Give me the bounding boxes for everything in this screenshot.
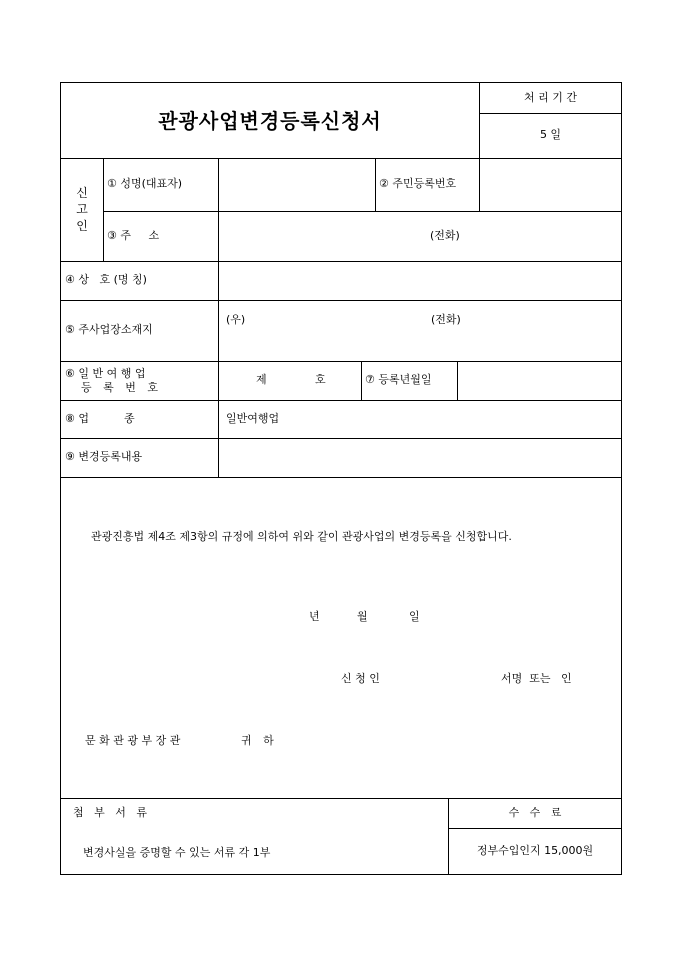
date-day-label: 일 bbox=[409, 609, 420, 623]
addressee: 문 화 관 광 부 장 관 bbox=[85, 733, 181, 747]
trade-name-label: ④ 상 호 (명 칭) bbox=[65, 273, 147, 287]
applicant-group-char: 고 bbox=[76, 202, 88, 217]
resident-reg-no-field[interactable] bbox=[479, 158, 622, 211]
applicant-group-char: 신 bbox=[76, 186, 88, 201]
honorific: 귀 하 bbox=[241, 733, 278, 747]
date-year-label: 년 bbox=[309, 609, 320, 623]
registration-date-field[interactable] bbox=[457, 361, 622, 400]
processing-period-value: 5 일 bbox=[539, 128, 562, 142]
date-month-label: 월 bbox=[357, 609, 368, 623]
fee-value: 정부수입인지 15,000원 bbox=[476, 844, 594, 858]
applicant-signature-label: 신 청 인 bbox=[341, 671, 380, 685]
registration-no-label-line2: 등 록 번 호 bbox=[81, 380, 162, 394]
applicant-group-label bbox=[61, 158, 103, 261]
industry-value[interactable]: 일반여행업 bbox=[226, 411, 280, 425]
resident-reg-no-label: ② 주민등록번호 bbox=[379, 177, 457, 191]
trade-name-field[interactable] bbox=[218, 261, 622, 300]
registration-date-label: ⑦ 등록년월일 bbox=[365, 373, 432, 387]
registration-no-label-line1: ⑥ 일 반 여 행 업 bbox=[65, 366, 146, 380]
declaration-text: 관광진흥법 제4조 제3항의 규정에 의하여 위와 같이 관광사업의 변경등록을 신청합니다. bbox=[91, 530, 512, 543]
address-label: ③ 주 소 bbox=[107, 228, 160, 242]
application-form bbox=[60, 82, 622, 875]
name-field[interactable] bbox=[218, 158, 375, 211]
location-phone[interactable]: (전화) bbox=[431, 312, 461, 326]
fee-header: 수 수 료 bbox=[508, 805, 562, 819]
change-content-field[interactable] bbox=[218, 438, 622, 477]
applicant-group-char: 인 bbox=[76, 218, 88, 233]
attachments-header: 첨 부 서 류 bbox=[73, 805, 147, 819]
registration-no-prefix: 제 bbox=[256, 373, 267, 387]
registration-no-label bbox=[61, 361, 218, 400]
address-phone[interactable]: (전화) bbox=[430, 228, 460, 242]
processing-period-label: 처 리 기 간 bbox=[524, 90, 577, 104]
change-content-label: ⑨ 변경등록내용 bbox=[65, 450, 143, 464]
registration-no-suffix: 호 bbox=[315, 373, 326, 387]
form-title: 관광사업변경등록신청서 bbox=[158, 108, 382, 133]
industry-label: ⑧ 업 종 bbox=[65, 411, 135, 425]
sign-or-seal-label: 서명 또는 인 bbox=[501, 671, 572, 685]
postal-code-label: (우) bbox=[226, 312, 246, 326]
name-label: ① 성명(대표자) bbox=[107, 177, 183, 191]
business-location-label: ⑤ 주사업장소재지 bbox=[65, 323, 153, 337]
attachments-item: 변경사실을 증명할 수 있는 서류 각 1부 bbox=[83, 845, 271, 859]
